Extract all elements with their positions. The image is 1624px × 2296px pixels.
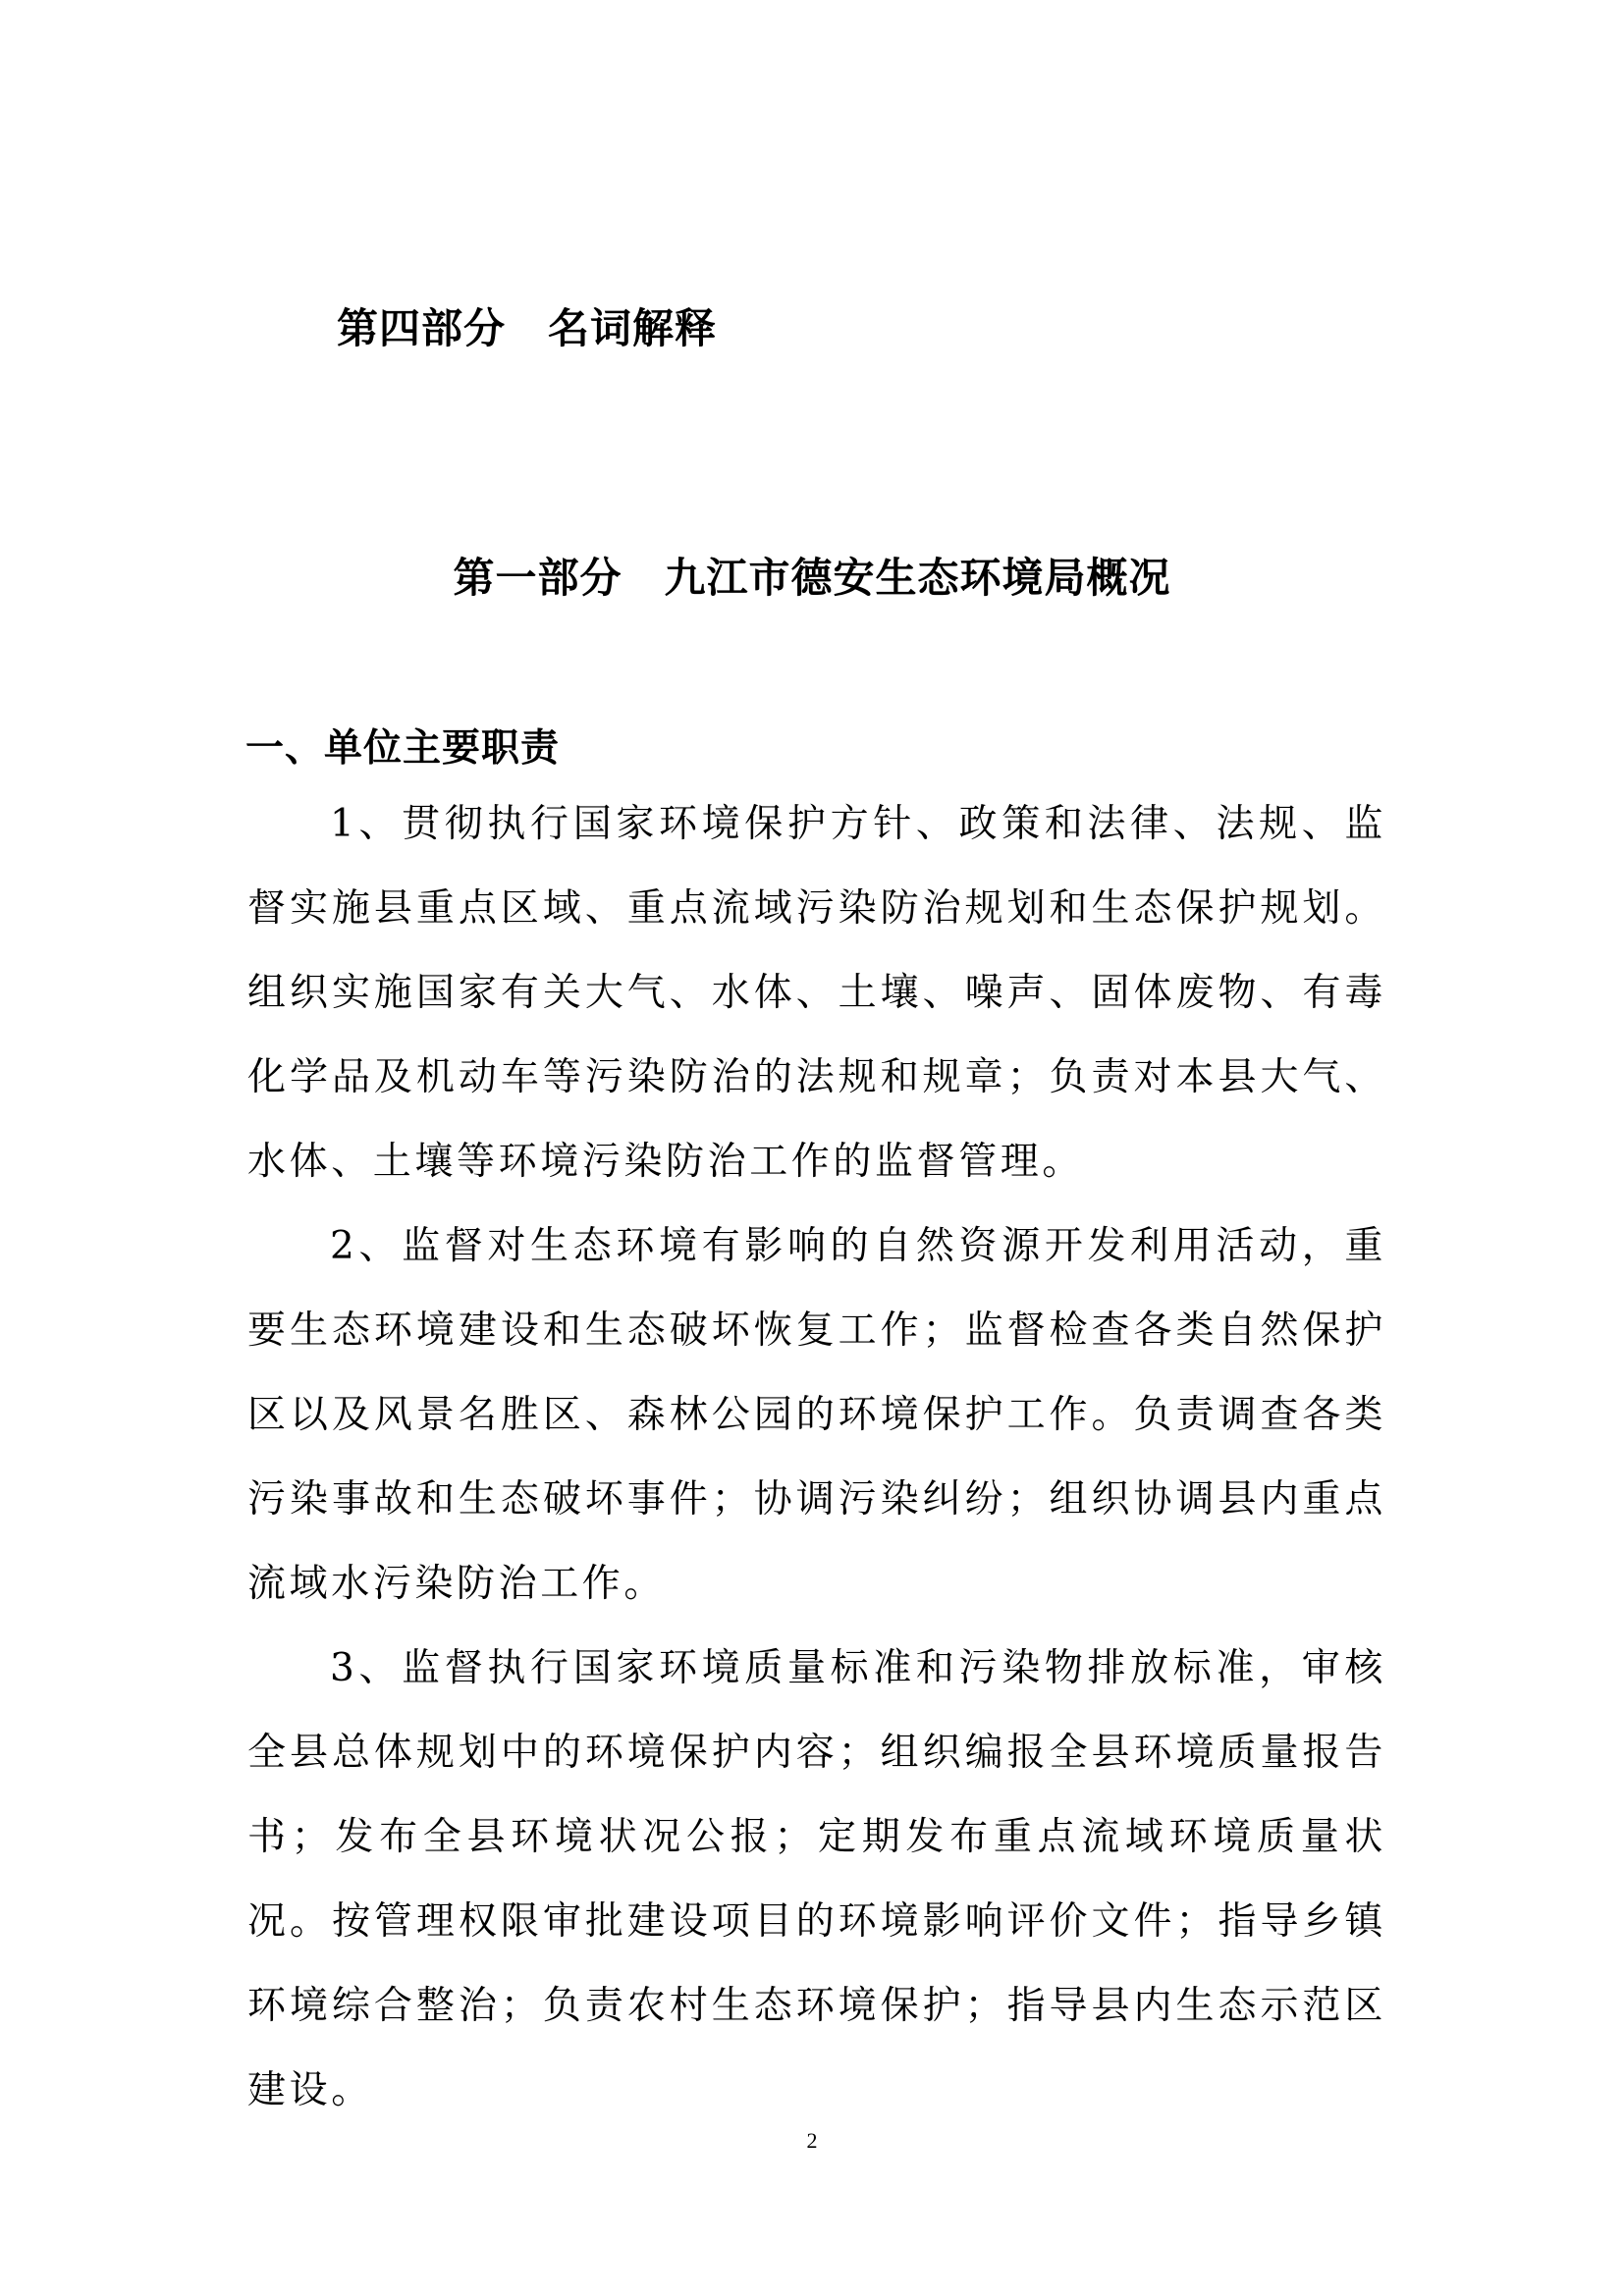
- page-number: 2: [806, 2128, 818, 2153]
- duties-body: [247, 782, 1386, 2133]
- duty-paragraph-3: 3、监督执行国家环境质量标准和污染物排放标准，审核全县总体规划中的环境保护内容；组织编报全县环境质量报告书；发布全县环境状况公报；定期发布重点流域环境质量状况。按管理权限审批建设项目的环境影响评价文件；指导乡镇环境综合整治；负责农村生态环境保护；指导县内生态示范区建设。: [247, 1646, 1386, 2112]
- part-one-heading: 第一部分 九江市德安生态环境局概况: [453, 554, 1171, 602]
- part-four-heading: 第四部分 名词解释: [337, 304, 718, 352]
- section-heading-main-duties: 一、单位主要职责: [245, 726, 561, 771]
- duty-paragraph-1: 1、贯彻执行国家环境保护方针、政策和法律、法规、监督实施县重点区域、重点流域污染防治规划和生态保护规划。组织实施国家有关大气、水体、土壤、噪声、固体废物、有毒化学品及机动车等污染防治的法规和规章；负责对本县大气、水体、土壤等环境污染防治工作的监督管理。: [247, 802, 1386, 1184]
- duty-paragraph-2: 2、监督对生态环境有影响的自然资源开发利用活动，重要生态环境建设和生态破坏恢复工作；监督检查各类自然保护区以及风景名胜区、森林公园的环境保护工作。负责调查各类污染事故和生态破坏事件；协调污染纠纷；组织协调县内重点流域水污染防治工作。: [247, 1224, 1386, 1606]
